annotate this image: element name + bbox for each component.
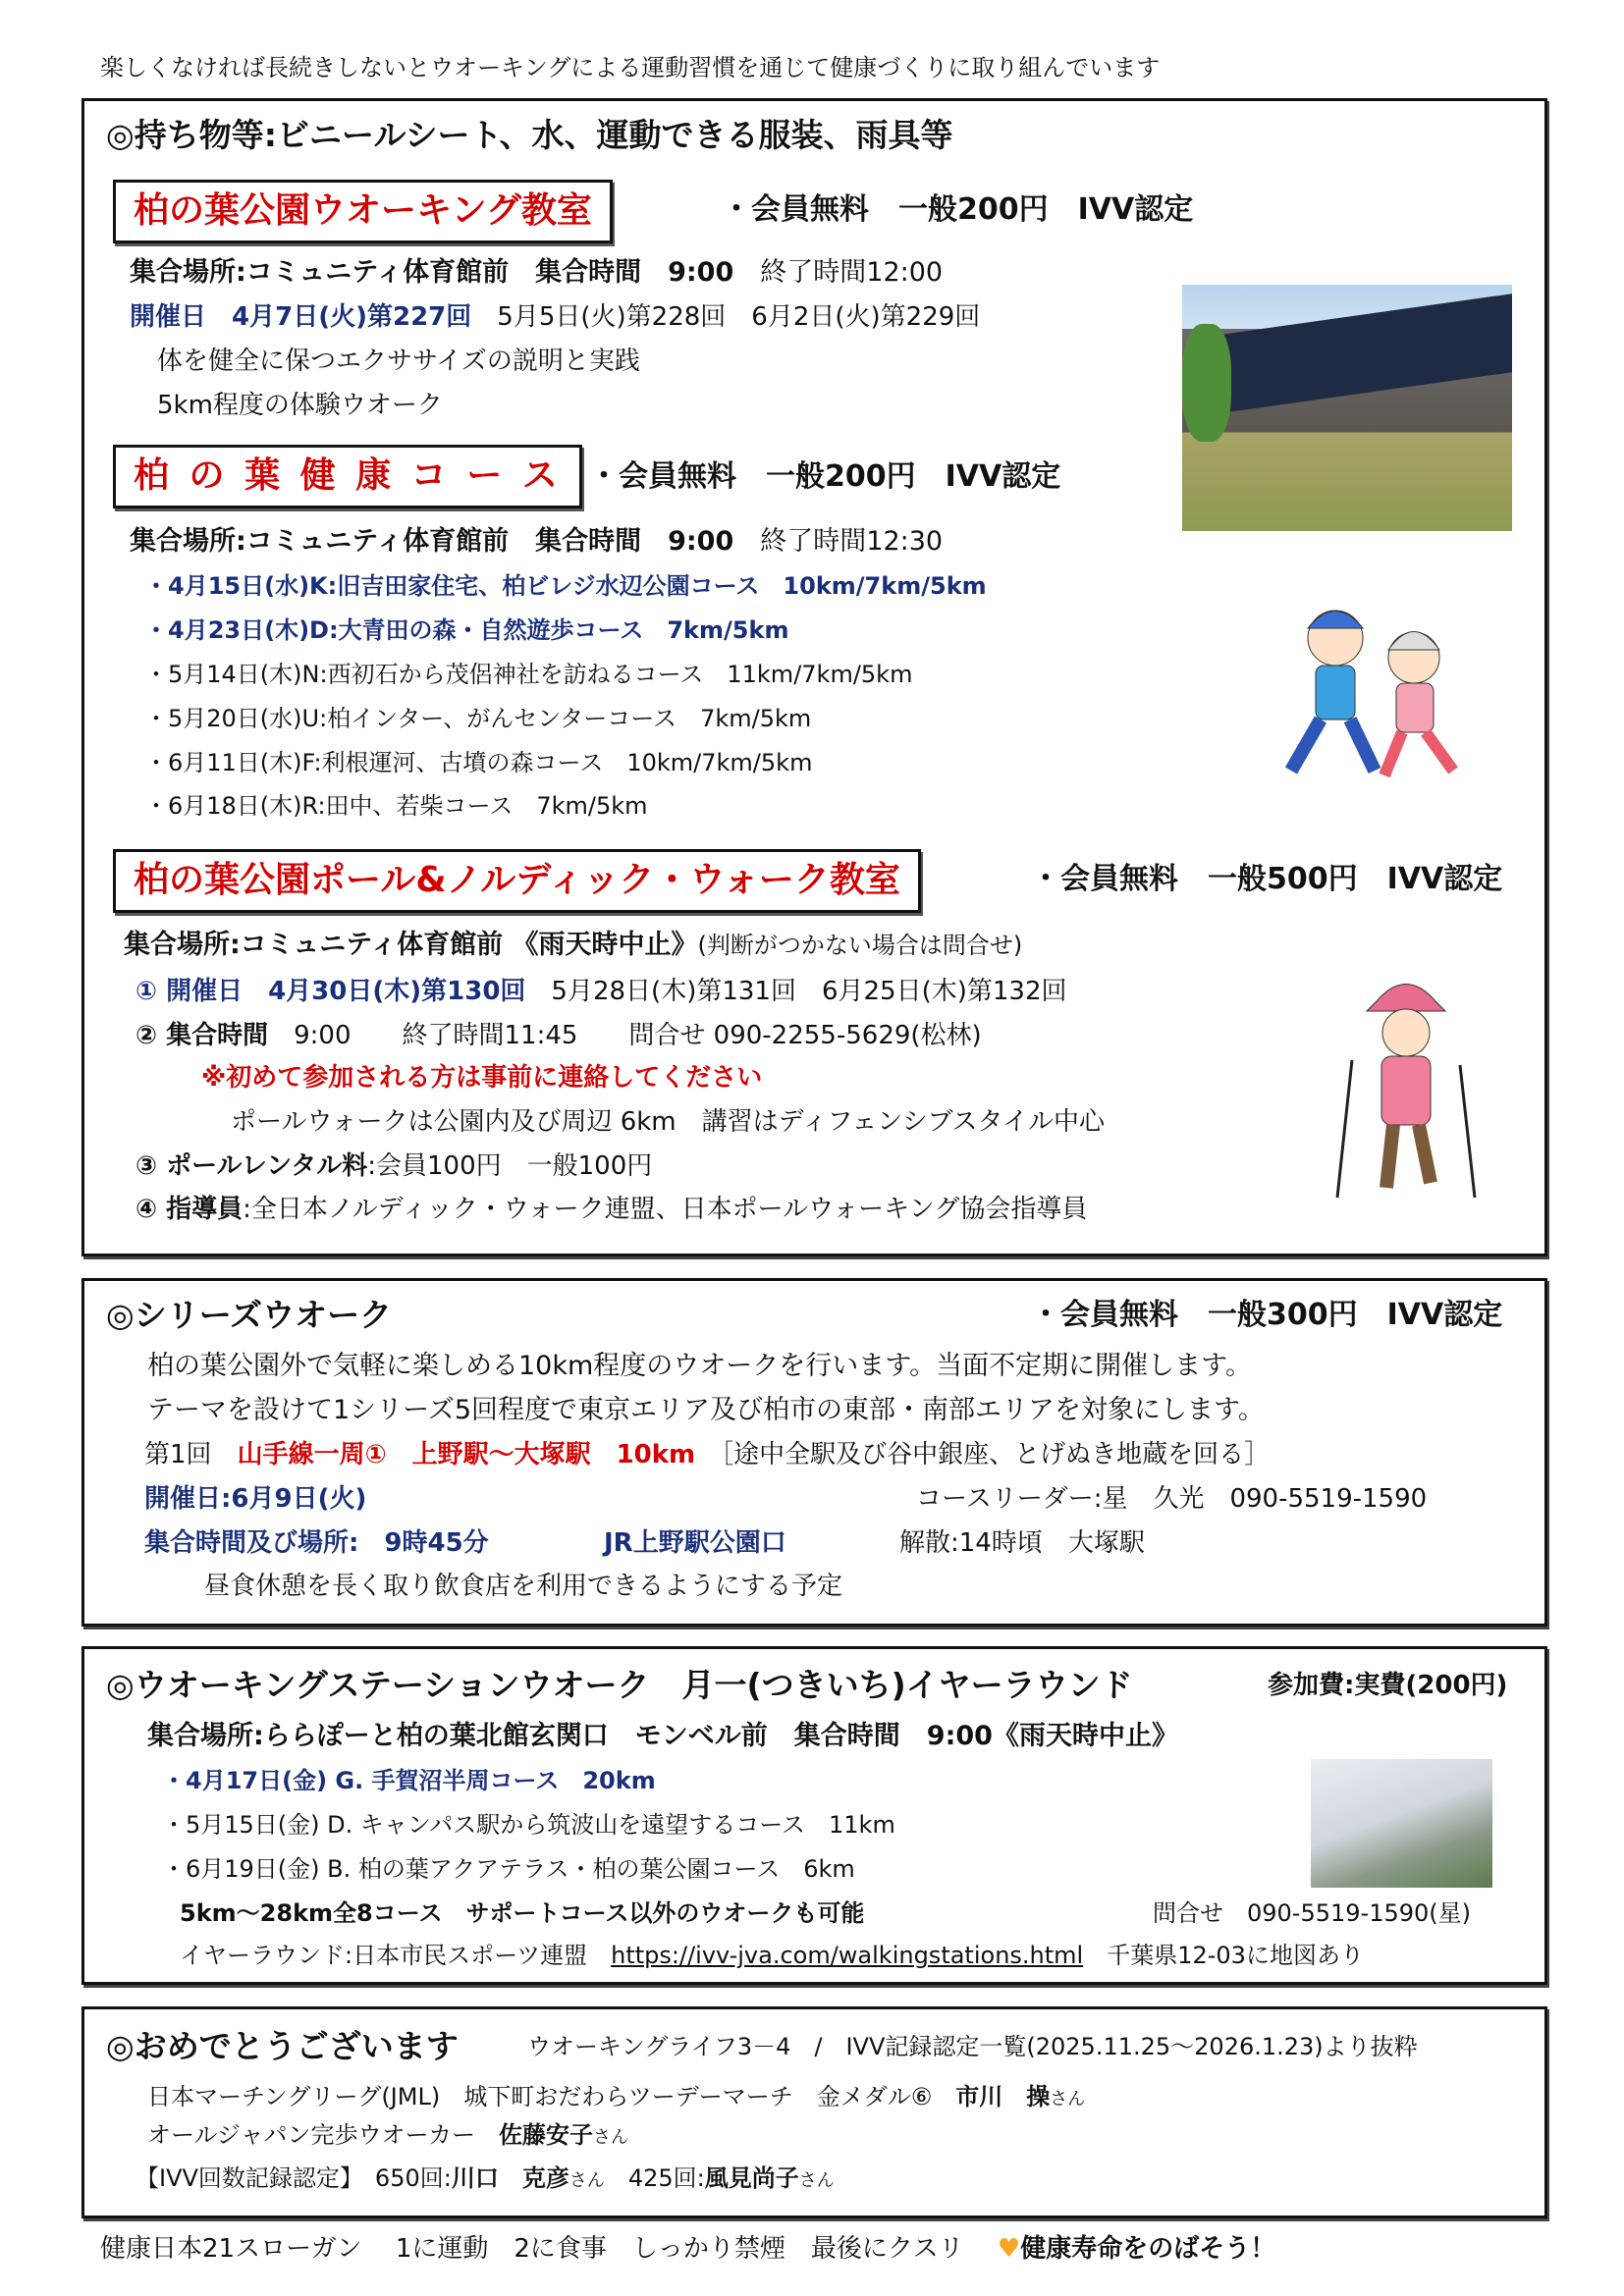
motto: 楽しくなければ長続きしないとウオーキングによる運動習慣を通じて健康づくりに取り組んでいます bbox=[100, 54, 1161, 81]
station-map-note: 千葉県12-03に地図あり bbox=[1107, 1942, 1364, 1969]
series-fee: ・会員無料 一般300円 IVV認定 bbox=[1031, 1298, 1503, 1332]
series-lunch: 昼食休憩を長く取り飲食店を利用できるようにする予定 bbox=[204, 1572, 843, 1601]
congrats-ivv-label: 【IVV回数記録認定】 bbox=[135, 2164, 352, 2192]
ivv-count: 650回: bbox=[374, 2164, 452, 2192]
congrats-source: ウオーキングライフ3－4 / IVV記録認定一覧(2025.11.25～2026.1.23)より抜粋 bbox=[527, 2033, 1418, 2060]
awardee-name: 市川 操 bbox=[955, 2083, 1051, 2110]
heart-icon: ♥ bbox=[997, 2234, 1021, 2264]
class3-rental-text: :会員100円 一般100円 bbox=[367, 1151, 653, 1181]
footer-tagline: 健康寿命をのばそう！ bbox=[1020, 2234, 1276, 2264]
awardee-name: 風見尚子 bbox=[704, 2164, 799, 2192]
class1-fee: ・会員無料 一般200円 IVV認定 bbox=[722, 192, 1194, 227]
station-course: ・4月17日(金) G. 手賀沼半周コース 20km bbox=[162, 1767, 656, 1794]
course-item: ・5月20日(水)U:柏インター、がんセンターコース 7km/5km bbox=[144, 705, 812, 732]
class2-end: 終了時間12:30 bbox=[760, 526, 944, 557]
series-title: ◎シリーズウオーク bbox=[106, 1296, 393, 1334]
walking-stations-link[interactable]: https://ivv-jva.com/walkingstations.html bbox=[611, 1942, 1084, 1969]
course-item: ・6月11日(木)F:利根運河、古墳の森コース 10km/7km/5km bbox=[144, 749, 813, 776]
class3-meeting-note: (判断がつかない場合は問合せ) bbox=[697, 932, 1023, 959]
course-item: ・5月14日(木)N:西初石から茂侶神社を訪ねるコース 11km/7km/5km bbox=[144, 661, 913, 688]
class1-desc1: 体を健全に保つエクササイズの説明と実践 bbox=[157, 347, 640, 376]
awardee-name: 佐藤安子 bbox=[498, 2121, 593, 2149]
class2-title: 柏 の 葉 健 康 コ ー ス bbox=[113, 445, 582, 508]
series-line1: 柏の葉公園外で気軽に楽しめる10km程度のウオークを行います。当面不定期に開催します。 bbox=[147, 1351, 1252, 1381]
congrats-title: ◎おめでとうございます bbox=[106, 2027, 459, 2065]
class3-time-text: 9:00 終了時間11:45 問合せ 090-2255-5629(松林) bbox=[294, 1021, 982, 1050]
class3-dates-label: ① 開催日 bbox=[135, 977, 244, 1006]
class1-meeting: 集合場所:コミュニティ体育館前 集合時間 9:00 bbox=[130, 257, 734, 288]
series-meeting-place: JR上野駅公園口 bbox=[604, 1528, 786, 1558]
course-item: ・4月23日(木)D:大青田の森・自然遊歩コース 7km/5km bbox=[144, 616, 789, 644]
class1-date-first: 4月7日(火)第227回 bbox=[232, 302, 472, 332]
footer-slogan: 健康日本21スローガン 1に運動 2に食事 しっかり禁煙 最後にクスリ bbox=[100, 2234, 964, 2264]
series-leader: コースリーダー:星 久光 090-5519-1590 bbox=[916, 1484, 1428, 1514]
congrats-line1: 日本マーチングリーグ(JML) 城下町おだわらツーデーマーチ 金メダル⑥ bbox=[147, 2083, 933, 2110]
class3-instructor-label: ④ 指導員 bbox=[135, 1195, 244, 1224]
course-item: ・6月18日(木)R:田中、若柴コース 7km/5km bbox=[144, 792, 648, 820]
awardee-name: 川口 克彦 bbox=[451, 2164, 569, 2192]
ivv-count: 425回: bbox=[627, 2164, 705, 2192]
class3-rental-label: ③ ポールレンタル料 bbox=[135, 1151, 368, 1181]
class2-meeting: 集合場所:コミュニティ体育館前 集合時間 9:00 bbox=[130, 526, 734, 557]
station-yearround: イヤーラウンド:日本市民スポーツ連盟 bbox=[180, 1942, 588, 1969]
class3-time-label: ② 集合時間 bbox=[135, 1021, 269, 1050]
class2-fee: ・会員無料 一般200円 IVV認定 bbox=[589, 459, 1061, 494]
class3-instructor-text: :全日本ノルディック・ウォーク連盟、日本ポールウォーキング協会指導員 bbox=[243, 1195, 1088, 1224]
series-dismiss: 解散:14時頃 大塚駅 bbox=[899, 1528, 1145, 1558]
course-item: ・4月15日(水)K:旧吉田家住宅、柏ビレジ水辺公園コース 10km/7km/5km bbox=[144, 572, 987, 600]
walking-couple-illustration bbox=[1267, 589, 1483, 785]
series-round-title: 山手線一周① 上野駅～大塚駅 10km bbox=[237, 1440, 696, 1469]
honorific: さん bbox=[592, 2127, 628, 2148]
class1-dates-rest: 5月5日(火)第228回 6月2日(火)第229回 bbox=[497, 302, 981, 332]
station-contact: 問合せ 090-5519-1590(星) bbox=[1153, 1899, 1472, 1927]
gymnasium-photo bbox=[1182, 285, 1512, 531]
honorific: さん bbox=[1050, 2089, 1086, 2109]
class3-title: 柏の葉公園ポール&ノルディック・ウォーク教室 bbox=[113, 849, 921, 913]
class3-dates-rest: 5月28日(木)第131回 6月25日(木)第132回 bbox=[551, 977, 1067, 1006]
station-title: ◎ウオーキングステーションウオーク 月一(つきいち)イヤーラウンド bbox=[106, 1666, 1133, 1704]
class3-meeting: 集合場所:コミュニティ体育館前 《雨天時中止》 bbox=[124, 930, 698, 960]
items-title: ◎持ち物等:ビニールシート、水、運動できる服装、雨具等 bbox=[106, 116, 953, 154]
honorific: さん bbox=[798, 2170, 835, 2191]
class1-dates-label: 開催日 bbox=[130, 302, 207, 332]
station-course: ・5月15日(金) D. キャンパス駅から筑波山を遠望するコース 11km bbox=[162, 1811, 895, 1839]
series-meeting: 集合時間及び場所: 9時45分 bbox=[144, 1528, 489, 1558]
class1-end: 終了時間12:00 bbox=[760, 257, 944, 288]
series-line2: テーマを設けて1シリーズ5回程度で東京エリア及び柏市の東部・南部エリアを対象にします。 bbox=[147, 1395, 1265, 1425]
series-round-note: ［途中全駅及び谷中銀座、とげぬき地蔵を回る］ bbox=[721, 1440, 1271, 1469]
class3-pole-desc: ポールウォークは公園内及び周辺 6km 講習はディフェンシブスタイル中心 bbox=[231, 1107, 1106, 1137]
station-summary: 5km～28km全8コース サポートコース以外のウオークも可能 bbox=[180, 1899, 865, 1927]
station-meeting: 集合場所:ららぽーと柏の葉北館玄関口 モンベル前 集合時間 9:00《雨天時中止》 bbox=[147, 1721, 1178, 1751]
class3-fee: ・会員無料 一般500円 IVV認定 bbox=[1031, 862, 1503, 896]
nordic-walker-illustration bbox=[1332, 972, 1485, 1207]
series-date: 開催日:6月9日(火) bbox=[144, 1484, 367, 1514]
class3-notice: ※初めて参加される方は事前に連絡してください bbox=[201, 1063, 763, 1093]
lalaport-photo bbox=[1311, 1759, 1492, 1888]
honorific: さん bbox=[568, 2170, 605, 2191]
class1-desc2: 5km程度の体験ウオーク bbox=[157, 391, 443, 420]
series-round: 第1回 bbox=[144, 1440, 212, 1469]
class3-date-first: 4月30日(木)第130回 bbox=[268, 977, 526, 1006]
class1-title: 柏の葉公園ウオーキング教室 bbox=[113, 180, 613, 243]
station-fee: 参加費:実費(200円) bbox=[1268, 1671, 1508, 1700]
station-course: ・6月19日(金) B. 柏の葉アクアテラス・柏の葉公園コース 6km bbox=[162, 1855, 855, 1883]
congrats-line2: オールジャパン完歩ウオーカー bbox=[147, 2121, 475, 2149]
